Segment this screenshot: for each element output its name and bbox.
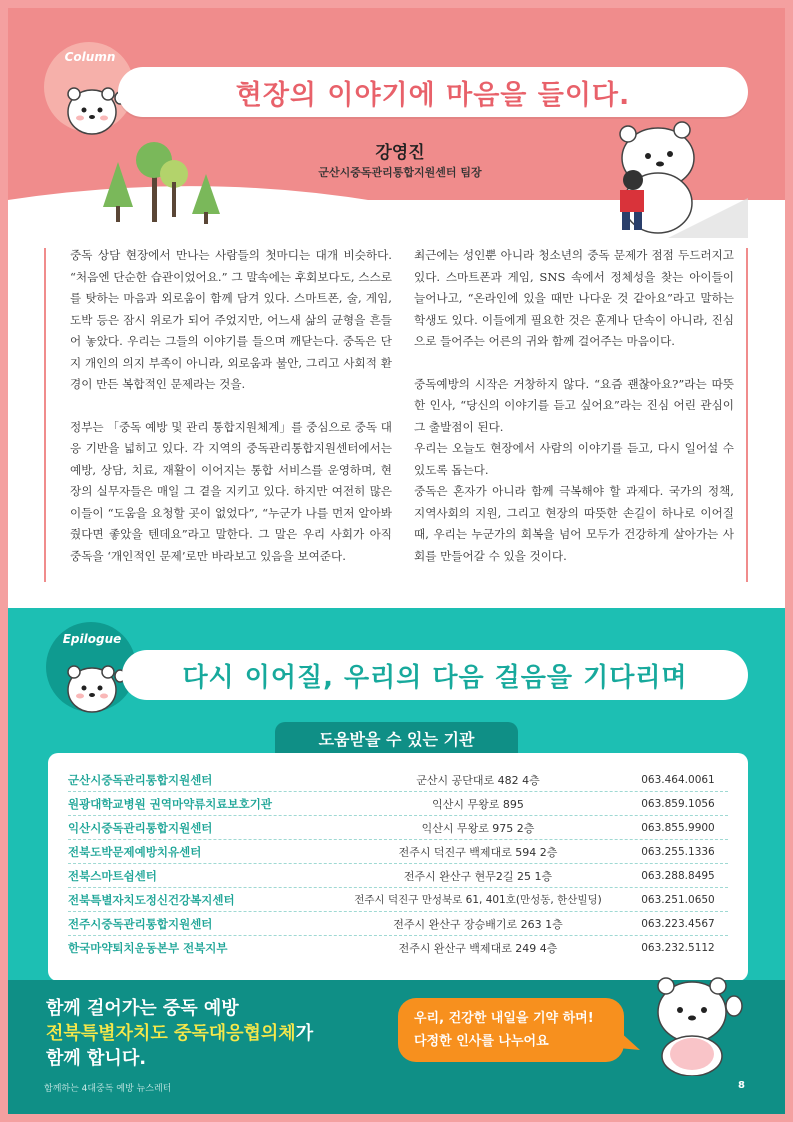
column-paragraph: 최근에는 성인뿐 아니라 청소년의 중독 문제가 점점 두드러지고 있다. 스마트폰과 게임, SNS 속에서 정체성을 찾는 아이들이 늘어나고, “온라인에 있을 때만 나다운 것 같아요”라고 말하는 학생도 있다. 이들에게 필요한 것은 훈계나 단속이 아니라, 진심으로 들어주는 어른의 귀와 함께 걸어주는 마음이다. bbox=[414, 248, 734, 348]
column-paragraph: 중독예방의 시작은 거창하지 않다. “요즘 괜찮아요?”라는 따뜻한 인사, “당신의 이야기를 듣고 싶어요”라는 진심 어린 관심이 그 출발점이 된다. 우리는 오늘도 현장에서 사람의 이야기를 듣고, 다시 일어설 수 있도록 돕는다. 중독은 혼자가 아니라 함께 극복해야 할 과제다. 국가의 정책, 지역사회의 지원, 그리고 현장의 따뜻한 손길이 하나로 이어질 때, 우리는 누군가의 회복을 넘어 모두가 건강하게 살아가는 사회를 만들어갈 수 있을 것이다. bbox=[414, 376, 734, 563]
institutions-title: 도움받을 수 있는 기관 bbox=[275, 722, 518, 754]
speech-bubble-tail-icon bbox=[618, 1030, 640, 1054]
column-paragraph: 중독 상담 현장에서 만나는 사람들의 첫마디는 대개 비슷하다. “처음엔 단순한 습관이었어요.” 그 말속에는 후회보다도, 스스로를 탓하는 마음과 외로움이 함께 담겨 있다. 스마트폰, 술, 게임, 도박 등은 잠시 위로가 되어 주었지만, 어느새 삶의 균형을 흔들어 놓았다. 우리는 그들의 이야기를 들으며 깨닫는다. 중독은 단지 개인의 의지 부족이 아니라, 외로움과 불안, 그리고 사회적 환경이 만든 복합적인 문제라는 것을. bbox=[70, 248, 392, 391]
institution-phone: 063.288.8495 bbox=[641, 869, 715, 882]
epilogue-title-pill bbox=[122, 650, 748, 700]
institution-phone: 063.464.0061 bbox=[641, 773, 715, 786]
table-row bbox=[68, 912, 728, 936]
trees-illustration-icon bbox=[98, 132, 228, 228]
institution-name: 전주시중독관리통합지원센터 bbox=[68, 916, 213, 931]
institution-phone: 063.255.1336 bbox=[641, 845, 715, 858]
institution-phone: 063.251.0650 bbox=[641, 893, 715, 906]
table-row bbox=[68, 864, 728, 888]
institution-name: 원광대학교병원 권역마약류치료보호기관 bbox=[68, 796, 272, 811]
right-column-bar bbox=[746, 248, 748, 582]
institution-address: 군산시 공단대로 482 4층 bbox=[416, 773, 540, 787]
author-name: 강영진 bbox=[375, 143, 425, 163]
column-right-text bbox=[414, 245, 734, 588]
institution-phone: 063.232.5112 bbox=[641, 942, 715, 954]
institution-name: 전북도박문제예방치유센터 bbox=[68, 844, 202, 859]
institution-address: 익산시 무왕로 975 2층 bbox=[421, 821, 535, 835]
footer-text: 함께하는 4대중독 예방 뉴스레터 bbox=[44, 1084, 172, 1094]
institution-phone: 063.859.1056 bbox=[641, 797, 715, 810]
bubble-line-2: 다정한 인사를 나누어요 bbox=[414, 1034, 549, 1049]
table-row bbox=[68, 768, 728, 792]
table-row bbox=[68, 936, 728, 960]
institution-name: 전북스마트쉼센터 bbox=[68, 868, 157, 883]
column-title: 현장의 이야기에 마음을 들이다. bbox=[235, 79, 631, 111]
page-number: 8 bbox=[738, 1080, 745, 1091]
institution-name: 한국마약퇴치운동본부 전북지부 bbox=[68, 941, 228, 955]
bear-mascot-icon bbox=[62, 656, 126, 716]
closing-suffix: 가 bbox=[295, 1023, 314, 1044]
closing-line-1: 함께 걸어가는 중독 예방 bbox=[46, 998, 239, 1019]
institution-phone: 063.223.4567 bbox=[641, 917, 715, 930]
bear-waving-icon bbox=[644, 966, 744, 1076]
table-row bbox=[68, 816, 728, 840]
institution-name: 익산시중독관리통합지원센터 bbox=[68, 820, 213, 835]
bubble-line-1: 우리, 건강한 내일을 기약 하며! bbox=[414, 1011, 594, 1026]
epilogue-badge-label: Epilogue bbox=[62, 632, 122, 646]
table-row bbox=[68, 888, 728, 912]
table-row bbox=[68, 840, 728, 864]
bear-mascot-icon bbox=[62, 78, 126, 138]
institution-address: 전주시 완산구 백제대로 249 4층 bbox=[398, 942, 558, 955]
institution-address: 익산시 무왕로 895 bbox=[432, 797, 524, 811]
institution-name: 전북특별자치도정신건강복지센터 bbox=[68, 892, 235, 907]
institution-phone: 063.855.9900 bbox=[641, 821, 715, 834]
institution-address: 전주시 덕진구 만성북로 61, 401호(만성동, 한산빌딩) bbox=[354, 894, 602, 906]
column-badge-label: Column bbox=[64, 50, 116, 64]
speech-bubble bbox=[398, 998, 624, 1062]
epilogue-title: 다시 이어질, 우리의 다음 걸음을 기다리며 bbox=[182, 662, 688, 693]
column-left-text bbox=[70, 245, 392, 588]
closing-line-3: 함께 합니다. bbox=[46, 1048, 147, 1069]
left-column-bar bbox=[44, 248, 46, 582]
institution-address: 전주시 완산구 장승배기로 263 1층 bbox=[393, 917, 563, 931]
column-title-pill bbox=[118, 67, 748, 117]
closing-highlight: 전북특별자치도 중독대응협의체 bbox=[46, 1023, 296, 1044]
table-row bbox=[68, 792, 728, 816]
bear-hug-illustration-icon bbox=[598, 118, 748, 240]
closing-line-2 bbox=[46, 1019, 313, 1045]
institution-name: 군산시중독관리통합지원센터 bbox=[68, 772, 213, 787]
author-role: 군산시중독관리통합지원센터 팀장 bbox=[318, 166, 482, 179]
institution-address: 전주시 완산구 현무2길 25 1층 bbox=[403, 869, 553, 883]
institution-address: 전주시 덕진구 백제대로 594 2층 bbox=[398, 845, 558, 859]
column-paragraph: 정부는 「중독 예방 및 관리 통합지원체계」를 중심으로 중독 대응 기반을 넓히고 있다. 각 지역의 중독관리통합지원센터에서는 예방, 상담, 치료, 재활이 이어지는 통합 서비스를 운영하며, 현장의 실무자들은 매일 그 곁을 지키고 있다. 하지만 여전히 많은 이들이 “도움을 요청할 곳이 없었다”, “누군가 나를 먼저 알아봐줬다면 좋았을 텐데요”라고 말한다. 그 말은 우리 사회가 아직 중독을 ‘개인적인 문제’로만 바라보고 있음을 보여준다. bbox=[70, 419, 392, 563]
